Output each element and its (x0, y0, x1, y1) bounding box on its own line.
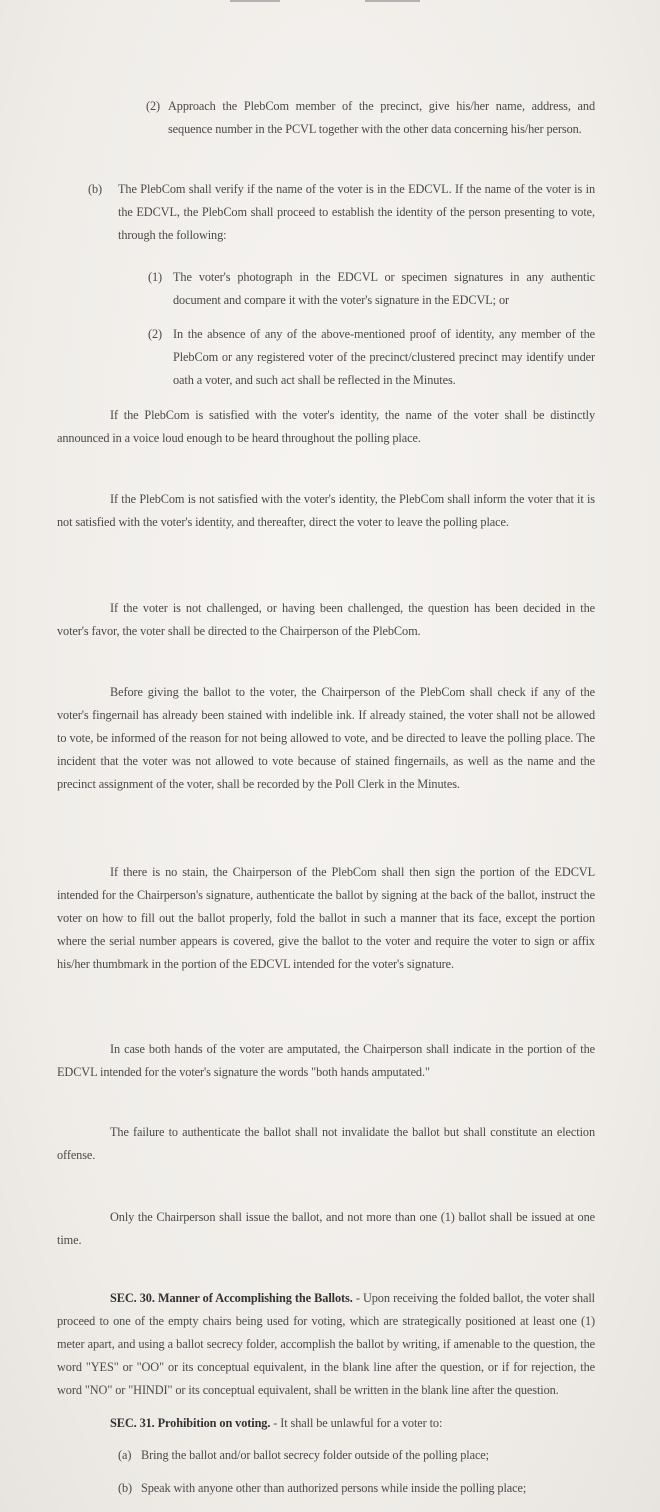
item-label: (1) (148, 270, 163, 284)
item-label: (a) (118, 1448, 132, 1462)
paragraph: If there is no stain, the Chairperson of the PlebCom shall then sign the portion of the EDCVL intended for the Chairperson's signature, authenticate the ballot by signing at the back of the ballot, instruct the voter on how to fill out the ballot properly, fold the ballot in such a manner that its face, except the portion where the serial number appears is covered, give the ballot to the voter and require the voter to sign or affix his/her thumbmark in the portion of the EDCVL intended for the voter's signature. (57, 865, 595, 971)
section-heading: SEC. 30. Manner of Accomplishing the Ballots. (110, 1291, 353, 1305)
item-label: (b) (88, 182, 103, 196)
paragraph: In case both hands of the voter are amputated, the Chairperson shall indicate in the portion of the EDCVL intended for the voter's signature the words "both hands amputated." (57, 1042, 595, 1079)
item-text: Speak with anyone other than authorized persons while inside the polling place; (141, 1481, 527, 1495)
item-text: Bring the ballot and/or ballot secrecy folder outside of the polling place; (141, 1448, 489, 1462)
section-30 (57, 1287, 595, 1402)
item-text: The PlebCom shall verify if the name of the voter is in the EDCVL. If the name of the voter is in the EDCVL, the PlebCom shall proceed to establish the identity of the person presenting to vote, through the following: (118, 182, 595, 242)
scan-artifact (365, 0, 420, 2)
sub-list-item (148, 266, 595, 312)
section-heading: SEC. 31. Prohibition on voting. (110, 1416, 271, 1430)
paragraph: If the PlebCom is not satisfied with the voter's identity, the PlebCom shall inform the voter that it is not satisfied with the voter's identity, and thereafter, direct the voter to leave the polling place. (57, 492, 595, 529)
sec31-item (118, 1444, 595, 1467)
scan-artifact (230, 0, 280, 2)
item-text: Approach the PlebCom member of the precinct, give his/her name, address, and sequence number in the PCVL together with the other data concerning his/her person. (168, 99, 595, 136)
item-text: In the absence of any of the above-mentioned proof of identity, any member of the PlebCom or any registered voter of the precinct/clustered precinct may identify under oath a voter, and such act shall be reflected in the Minutes. (173, 327, 595, 387)
section-text: - Upon receiving the folded ballot, the voter shall proceed to one of the empty chairs being used for voting, which are strategically positioned at least one (1) meter apart, and using a ballot secrecy folder, accomplish the ballot by writing, if amenable to the question, the word "YES" or "OO" or its conceptual equivalent, in the blank line after the question, or if for rejection, the word "NO" or "HINDI" or its conceptual equivalent, shall be written in the blank line after the question. (57, 1291, 595, 1397)
sub-list-item (146, 95, 595, 141)
sec31-item (118, 1477, 595, 1500)
section-text: - It shall be unlawful for a voter to: (270, 1416, 443, 1430)
paragraph: Only the Chairperson shall issue the ballot, and not more than one (1) ballot shall be issued at one time. (57, 1210, 595, 1247)
paragraph: Before giving the ballot to the voter, the Chairperson of the PlebCom shall check if any of the voter's fingernail has already been stained with indelible ink. If already stained, the voter shall not be allowed to vote, be informed of the reason for not being allowed to vote, and be directed to leave the polling place. The incident that the voter was not allowed to vote because of stained fingernails, as well as the name and the precinct assignment of the voter, shall be recorded by the Poll Clerk in the Minutes. (57, 685, 595, 791)
paragraph: The failure to authenticate the ballot shall not invalidate the ballot but shall constitute an election offense. (57, 1125, 595, 1162)
item-label: (b) (118, 1481, 133, 1495)
item-text: The voter's photograph in the EDCVL or specimen signatures in any authentic document and compare it with the voter's signature in the EDCVL; or (173, 270, 595, 307)
item-label: (2) (146, 99, 161, 113)
sub-list-item (148, 323, 595, 392)
item-label: (2) (148, 327, 163, 341)
section-31 (57, 1412, 595, 1435)
paragraph: If the PlebCom is satisfied with the voter's identity, the name of the voter shall be distinctly announced in a voice loud enough to be heard throughout the polling place. (57, 408, 595, 445)
paragraph: If the voter is not challenged, or having been challenged, the question has been decided in the voter's favor, the voter shall be directed to the Chairperson of the PlebCom. (57, 601, 595, 638)
list-item-b (88, 178, 595, 247)
